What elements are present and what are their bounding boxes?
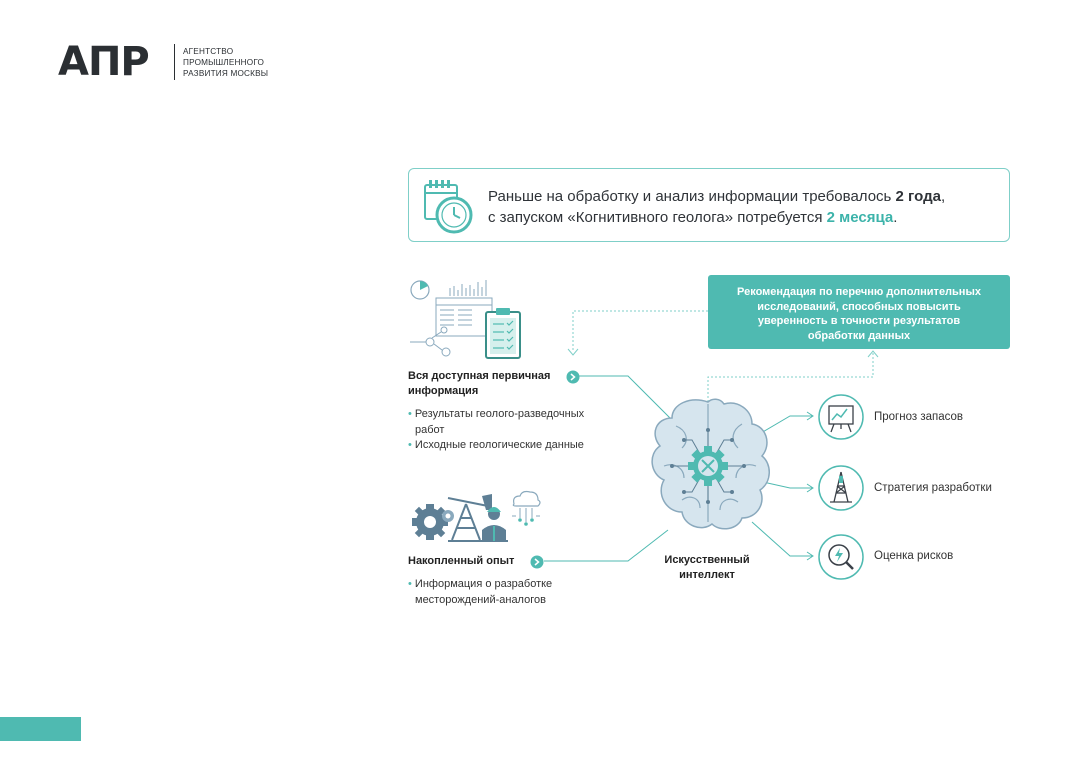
chevron-right-icon [530,555,544,569]
ai-label-line: интеллект [679,568,735,581]
info-line1-suffix: , [940,188,946,205]
input-heading [408,554,514,569]
info-line2-accent: 2 месяца [826,209,894,226]
chart-board-icon [817,393,865,441]
recommendation-line: уверенность в точности результатов [757,315,961,327]
logo-line: РАЗВИТИЯ МОСКВЫ [183,69,269,78]
oil-rig-icon [817,464,865,512]
ai-label-line: Искусственный [664,554,750,566]
logo-line: АГЕНТСТВО [183,47,234,56]
output-label: Оценка рисков [874,550,954,562]
chevron-right-icon [566,370,580,384]
input-heading [408,369,550,399]
industry-worker-icon [408,486,544,546]
bullet-item: • Результаты геолого-разведочных работ [408,407,648,438]
recommendation-line: исследований, способных повысить [757,300,961,313]
recommendation-line: Рекомендация по перечню дополнительных [737,286,981,298]
input-heading-line: Вся доступная первичная [408,370,551,382]
logo-line: ПРОМЫШЛЕННОГО [183,58,265,67]
ai-label [640,553,774,582]
info-line2-suffix: . [893,209,898,226]
output-label: Стратегия разработки [874,482,992,494]
info-line2-prefix: с запуском «Когнитивного геолога» потребуется [488,209,827,226]
bullet-text: работ [415,423,445,436]
bullet-text: месторождений-аналогов [415,593,546,606]
footer-accent-bar [0,717,81,741]
info-line1-bold: 2 года [895,188,941,205]
output-label: Прогноз запасов [874,411,964,423]
dashed-connector [573,311,708,352]
bullet-text: Результаты геолого-разведочных [414,408,585,420]
documents-clipboard-icon [408,276,526,362]
risk-magnifier-icon [817,533,865,581]
brain-icon [652,399,769,529]
logo-mark: АПР [58,39,149,85]
recommendation-line: обработки данных [807,329,911,342]
input-heading-line: информация [408,385,479,397]
input-heading-line: Накопленный опыт [408,555,515,567]
bullet-item: • Исходные геологические данные [408,439,584,451]
output-connector [752,522,812,556]
gear-icon [412,504,448,540]
bullet-item: • Информация о разработке месторождений-аналогов [408,577,648,608]
bullet-text: Информация о разработке [414,578,553,590]
bullet-text: Исходные геологические данные [414,439,584,451]
output-connector [763,482,812,488]
info-line1-prefix: Раньше на обработку и анализ информации требовалось [488,188,896,205]
